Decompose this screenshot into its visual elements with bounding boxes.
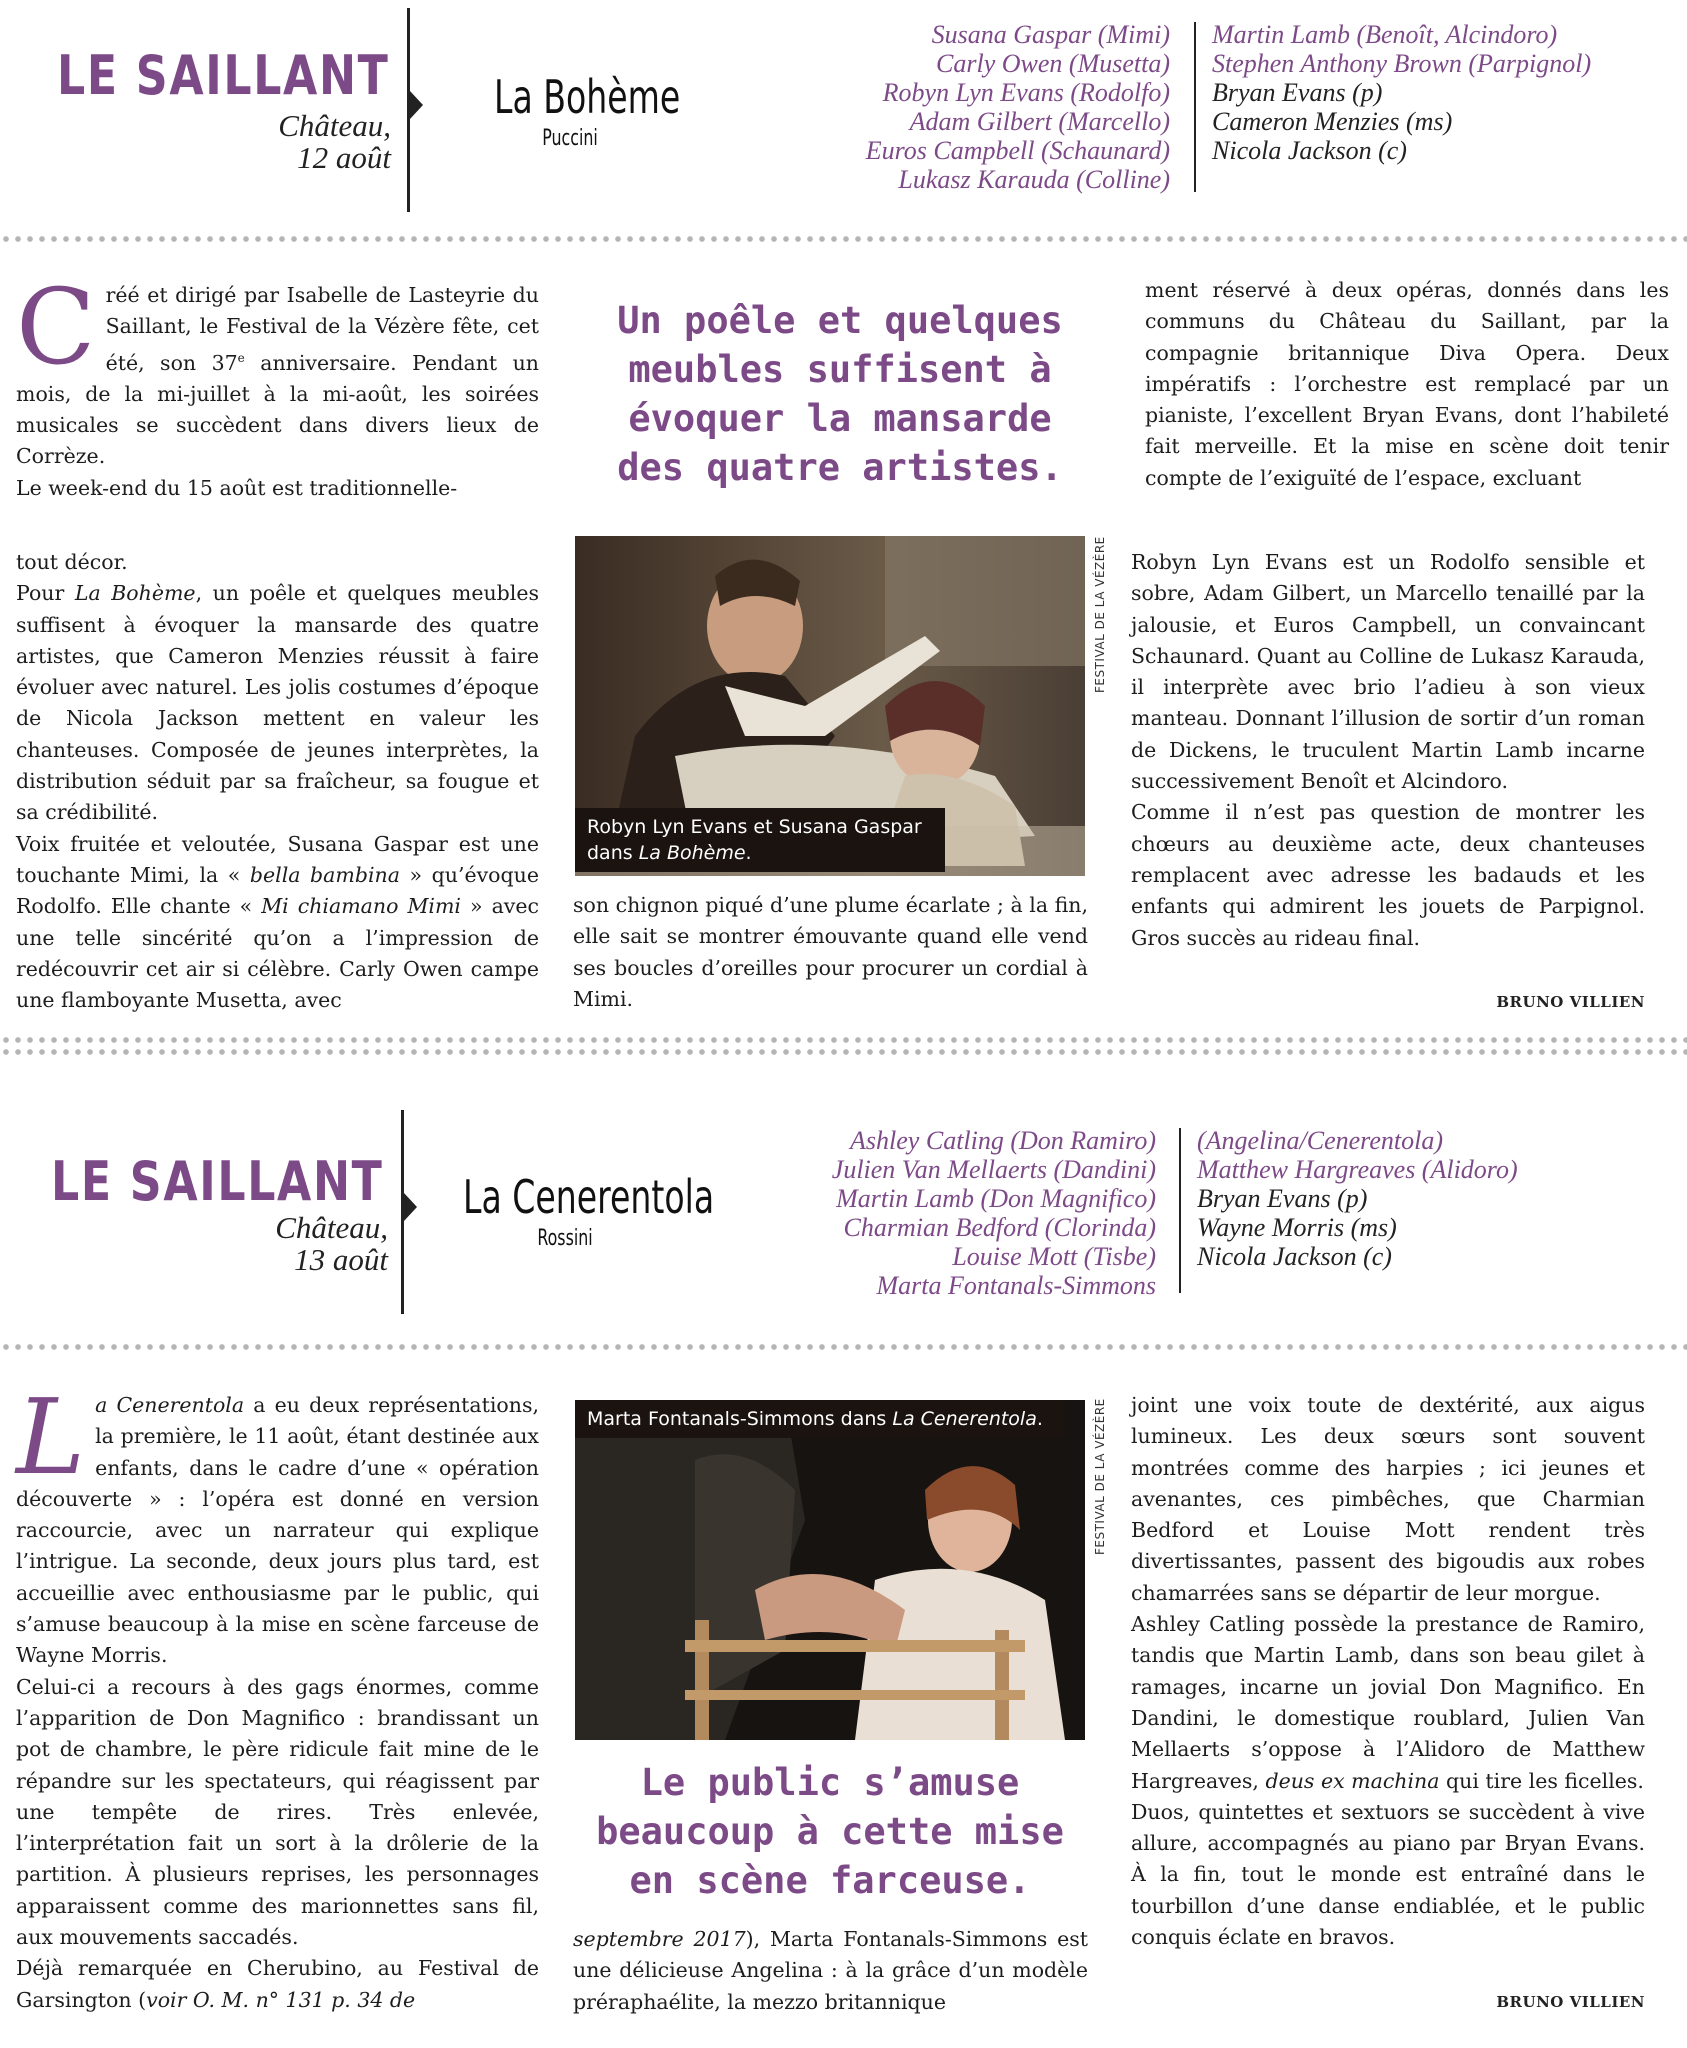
cast-list-left (750, 20, 1170, 194)
cast-entry: Cameron Menzies (ms) (1212, 107, 1453, 136)
paragraph: Le week-end du 15 août est traditionnelle- (16, 475, 458, 500)
photo-caption: Robyn Lyn Evans et Susana Gaspar dans La Bohème. (575, 808, 945, 872)
cast-entry: Marta Fontanals-Simmons (876, 1271, 1156, 1300)
venue-title: LE SAILLANT (57, 44, 390, 107)
paragraph: Robyn Lyn Evans est un Rodolfo sensible et sobre, Adam Gilbert, un Marcello tenaillé par la jalousie, et Euros Campbell, un convaincant Schaunard. Quant au Colline de Lukasz Karauda, il interprète avec brio l’adieu à son vieux manteau. Donnant l’illusion de sortir d’un roman de Dickens, le truculent Martin Lamb incarne successivement Benoît et Alcindoro. (1131, 550, 1645, 794)
cast-entry: Wayne Morris (ms) (1197, 1213, 1397, 1242)
r1-col3 (1131, 547, 1645, 954)
opera-title: La Bohème (494, 70, 681, 124)
r1-col1 (16, 547, 539, 1016)
cast-list-left (736, 1126, 1156, 1300)
paragraph: Déjà remarquée en Cherubino, au Festival de Garsington (voir O. M. n° 131 p. 34 de (16, 1956, 539, 2012)
cast-list-right (1212, 20, 1652, 165)
cast-entry: Martin Lamb (Don Magnifico) (836, 1184, 1156, 1213)
drop-cap: L (16, 1376, 86, 1498)
drop-cap: C (16, 266, 96, 388)
cast-entry: Charmian Bedford (Clorinda) (843, 1213, 1156, 1242)
photo-cenerentola-image (575, 1400, 1085, 1740)
paragraph: joint une voix toute de dextérité, aux aigus lumineux. Les deux sœurs sont souvent montrées comme des harpies ; ici jeunes et avenantes, ces pimbêches, que Charmian Bedford et Louise Mott rendent très divertissantes, passent des bigoudis aux robes chamarrées sans se départir de leur morgue. (1131, 1393, 1645, 1605)
composer: Rossini (537, 1226, 593, 1251)
cast-entry: Bryan Evans (p) (1197, 1184, 1368, 1213)
r1-intro-column: Créé et dirigé par Isabelle de Lasteyrie du Saillant, le Festival de la Vézère fête, cet été, son 37e anniversaire. Pendant un mois, de la mi-juillet à la mi-août, les soirées musicales se succèdent dans divers lieux de Corrèze. Le week-end du 15 août est traditionnelle- (16, 280, 539, 504)
cast-entry: Euros Campbell (Schaunard) (865, 136, 1170, 165)
photo-cenerentola (575, 1400, 1085, 1740)
pull-quote: Le public s’amuse beaucoup à cette mise en scène farceuse. (596, 1761, 1064, 1902)
cast-entry: Matthew Hargreaves (Alidoro) (1197, 1155, 1518, 1184)
cast-entry: Julien Van Mellaerts (Dandini) (831, 1155, 1156, 1184)
cast-entry: Nicola Jackson (c) (1212, 136, 1407, 165)
venue-title: LE SAILLANT (51, 1150, 384, 1213)
cast-entry: Adam Gilbert (Marcello) (909, 107, 1170, 136)
photo-credit: FESTIVAL DE LA VÉZÈRE (1093, 536, 1107, 693)
paragraph: Pour La Bohème, un poêle et quelques meubles suffisent à évoquer la mansarde des quatre artistes, que Cameron Menzies réussit à faire évoluer avec naturel. Les jolis costumes d’époque de Nicola Jackson mettent en valeur les chanteuses. Composée de jeunes interprètes, la distribution séduit par sa fraîcheur, sa fougue et sa crédibilité. (16, 581, 539, 825)
cast-entry: Ashley Catling (Don Ramiro) (850, 1126, 1156, 1155)
venue-date: 13 août (294, 1242, 388, 1277)
paragraph: tout décor. (16, 550, 128, 574)
venue-place-line: Château, (275, 1210, 388, 1245)
arrow-icon (410, 91, 423, 119)
cast-entry: Robyn Lyn Evans (Rodolfo) (882, 78, 1170, 107)
r1-col2-bottom: son chignon piqué d’une plume écarlate ; à la fin, elle sait se montrer émouvante quand elle vend ses boucles d’oreilles pour procurer un cordial à Mimi. (573, 893, 1088, 1011)
opera-title: La Cenerentola (463, 1170, 715, 1224)
venue-place (275, 1212, 388, 1276)
paragraph: La Cenerentola a eu deux représentations, la première, le 11 août, étant destinée aux enfants, dans le cadre d’une « opération découverte » : l’opéra est donné en version raccourcie, avec un narrateur qui explique l’intrigue. La seconde, deux jours plus tard, est accueillie avec enthousiasme par le public, qui s’amuse beaucoup à la mise en scène farceuse de Wayne Morris. (16, 1376, 539, 1668)
dotted-divider (0, 1341, 1687, 1353)
paragraph: Duos, quintettes et sextuors se succèdent à vive allure, accompagnés au piano par Bryan Evans. À la fin, tout le monde est entraîné dans le tourbillon d’une danse endiablée, et le public conquis éclate en bravos. (1131, 1799, 1645, 1950)
byline: BRUNO VILLIEN (1496, 993, 1645, 1011)
r2-col2-bottom: septembre 2017), Marta Fontanals-Simmons est une délicieuse Angelina : à la grâce d’un modèle préraphaélite, la mezzo britannique (573, 1927, 1088, 2014)
pull-quote: Un poêle et quelques meubles suffisent à évoquer la mansarde des quatre artistes. (617, 299, 1063, 489)
venue-place (278, 110, 391, 174)
photo-caption: Marta Fontanals-Simmons dans La Cenerentola. (575, 1400, 1065, 1438)
paragraph: Ashley Catling possède la prestance de Ramiro, tandis que Martin Lamb, dans son beau gilet à ramages, incarne un jovial Don Magnifico. En Dandini, le domestique roublard, Julien Van Mellaerts s’oppose à l’Alidoro de Matthew Hargreaves, deus ex machina qui tire les ficelles. (1131, 1612, 1645, 1793)
venue-place-line: Château, (278, 108, 391, 143)
r1-col3-top: ment réservé à deux opéras, donnés dans les communs du Château du Saillant, par la compagnie britannique Diva Opera. Deux impératifs : l’orchestre est remplacé par un pianiste, l’excellent Bryan Evans, dont l’habileté fait merveille. Et la mise en scène doit tenir compte de l’exiguïté de l’espace, excluant (1145, 278, 1669, 490)
paragraph: Celui-ci a recours à des gags énormes, comme l’apparition de Don Magnifico : brandissant un pot de chambre, le père ridicule fait mine de le répandre sur les spectateurs, qui réagissent par une tempête de rires. Très enlevée, l’interprétation fait un sort à la drôlerie de la partition. À plusieurs reprises, les personnages apparaissent comme des marionnettes sans fil, aux mouvements saccadés. (16, 1674, 539, 1950)
cast-list-right (1197, 1126, 1637, 1271)
paragraph: Comme il n’est pas question de montrer les chœurs au deuxième acte, deux chanteuses remplacent avec adresse les badauds et les enfants qui admirent les jouets de Parpignol. Gros succès au rideau final. (1131, 800, 1645, 950)
cast-entry: Stephen Anthony Brown (Parpignol) (1212, 49, 1592, 78)
cast-entry: Martin Lamb (Benoît, Alcindoro) (1212, 20, 1558, 49)
cast-divider (1194, 22, 1196, 192)
paragraph: Voix fruitée et veloutée, Susana Gaspar est une touchante Mimi, la « bella bambina » qu’évoque Rodolfo. Elle chante « Mi chiamano Mimi » avec une telle sincérité qu’on a l’impression de redécouvrir cet air si célèbre. Carly Owen campe une flamboyante Musetta, avec (16, 831, 539, 1013)
arrow-icon (404, 1193, 417, 1221)
cast-entry: Nicola Jackson (c) (1197, 1242, 1392, 1271)
dotted-divider (0, 1034, 1687, 1058)
cast-entry: (Angelina/Cenerentola) (1197, 1126, 1443, 1155)
cast-entry: Lukasz Karauda (Colline) (898, 165, 1170, 194)
cast-entry: Carly Owen (Musetta) (936, 49, 1170, 78)
dotted-divider (0, 233, 1687, 245)
photo-credit: FESTIVAL DE LA VÉZÈRE (1093, 1398, 1107, 1555)
r2-col1 (16, 1376, 539, 2016)
r2-col3 (1131, 1390, 1645, 1953)
venue-date: 12 août (297, 140, 391, 175)
cast-entry: Louise Mott (Tisbe) (952, 1242, 1156, 1271)
composer: Puccini (542, 126, 598, 151)
cast-entry: Susana Gaspar (Mimi) (931, 20, 1170, 49)
byline: BRUNO VILLIEN (1496, 1993, 1645, 2011)
cast-divider (1179, 1128, 1181, 1293)
cast-entry: Bryan Evans (p) (1212, 78, 1383, 107)
